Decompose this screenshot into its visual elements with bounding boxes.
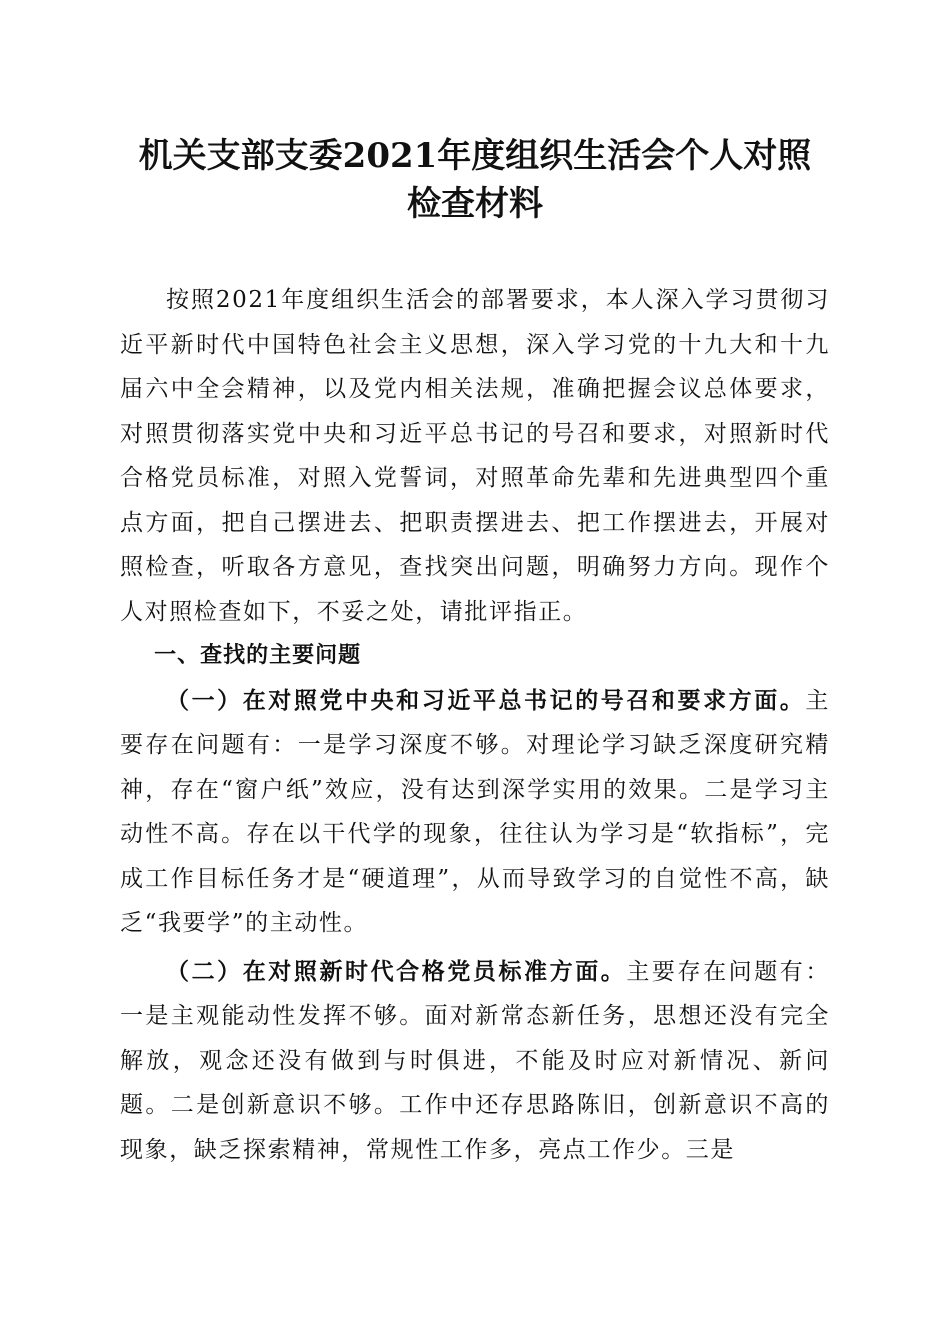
subsection-1-body: 主要存在问题有：一是学习深度不够。对理论学习缺乏深度研究精神，存在“窗户纸”效应，没有达到深学实用的效果。二是学习主动性不高。存在以干代学的现象，往往认为学习是“软指标”，完成工作目标任务才是“硬道理”，从而导致学习的自觉性不高，缺乏“我要学”的主动性。 bbox=[120, 687, 830, 936]
section-heading-1: 一、查找的主要问题 bbox=[154, 643, 362, 668]
subsection-1-lead: （一）在对照党中央和习近平总书记的号召和要求方面。 bbox=[166, 686, 806, 714]
subsection-2-body: 主要存在问题有：一是主观能动性发挥不够。面对新常态新任务，思想还没有完全解放，观念还没有做到与时俱进，不能及时应对新情况、新问题。二是创新意识不够。工作中还存思路陈旧，创新意识不高的现象，缺乏探索精神，常规性工作多，亮点工作少。三是 bbox=[120, 958, 830, 1163]
document-body bbox=[120, 278, 830, 1172]
subsection-2-lead: （二）在对照新时代合格党员标准方面。 bbox=[166, 957, 627, 985]
subsection-2-paragraph bbox=[120, 950, 830, 1173]
document-title-line-2: 检查材料 bbox=[407, 184, 543, 224]
subsection-1-paragraph bbox=[120, 679, 830, 946]
document-title-line-1: 机关支部支委2021年度组织生活会个人对照 bbox=[138, 136, 812, 176]
document-title bbox=[120, 132, 830, 228]
intro-paragraph: 按照2021年度组织生活会的部署要求，本人深入学习贯彻习近平新时代中国特色社会主义思想，深入学习党的十九大和十九届六中全会精神，以及党内相关法规，准确把握会议总体要求，对照贯彻落实党中央和习近平总书记的号召和要求，对照新时代合格党员标准，对照入党誓词，对照革命先辈和先进典型四个重点方面，把自己摆进去、把职责摆进去、把工作摆进去，开展对照检查，听取各方意见，查找突出问题，明确努力方向。现作个人对照检查如下，不妥之处，请批评指正。 bbox=[120, 287, 830, 625]
